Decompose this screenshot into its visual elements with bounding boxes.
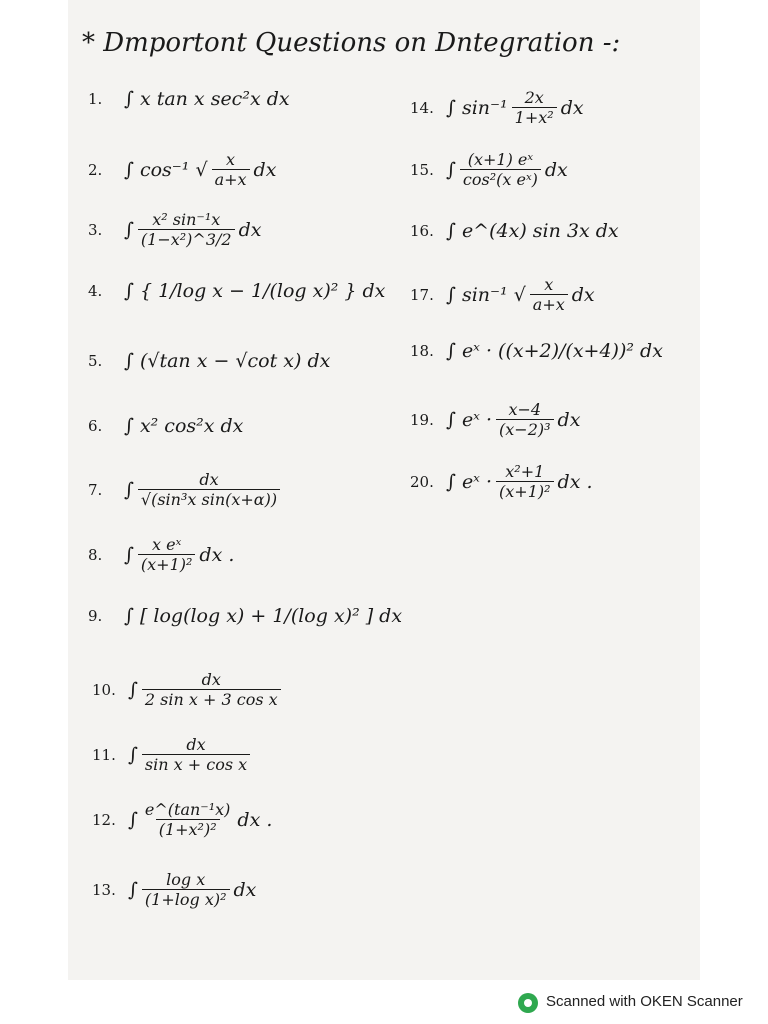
expression-prefix: ∫ cos⁻¹ √: [124, 158, 208, 181]
question-number: 6.: [88, 417, 103, 435]
integral-expression: [128, 870, 256, 909]
page-title: * Dmportont Questions on Dntegration -:: [82, 28, 621, 58]
question-item: [88, 605, 402, 627]
question-number: 20.: [410, 472, 434, 491]
expression-suffix: dx: [253, 158, 277, 181]
fraction-numerator: dx: [186, 735, 206, 754]
integral-expression: [124, 350, 330, 372]
question-number: 1.: [88, 90, 103, 108]
integral-expression: [124, 605, 402, 627]
fraction: [496, 462, 554, 501]
expression-prefix: ∫: [128, 808, 138, 831]
question-item: [88, 535, 234, 574]
fraction-numerator: x: [544, 275, 554, 294]
question-number: 19.: [410, 410, 434, 429]
question-item: [410, 275, 595, 314]
integral-expression: [446, 150, 568, 189]
fraction-numerator: dx: [201, 670, 221, 689]
expression-text: ∫ e^(4x) sin 3x dx: [446, 220, 619, 242]
fraction: [142, 800, 234, 839]
question-number: 18.: [410, 342, 434, 360]
integral-expression: [446, 220, 619, 242]
fraction-denominator: √(sin³x sin(x+α)): [138, 489, 280, 509]
expression-prefix: ∫: [124, 478, 134, 501]
question-number: 2.: [88, 160, 103, 179]
fraction-denominator: 2 sin x + 3 cos x: [142, 689, 281, 709]
question-item: [410, 462, 593, 501]
question-item: [92, 800, 272, 839]
expression-prefix: ∫ eˣ ·: [446, 470, 493, 493]
expression-prefix: ∫ sin⁻¹: [446, 96, 508, 119]
fraction: [212, 150, 250, 189]
fraction: [496, 400, 554, 439]
fraction: [512, 88, 557, 127]
question-item: [410, 150, 568, 189]
expression-suffix: dx .: [237, 808, 273, 831]
fraction-denominator: (x+1)²: [138, 554, 196, 574]
expression-text: ∫ [ log(log x) + 1/(log x)² ] dx: [124, 605, 403, 627]
fraction-denominator: (x−2)³: [496, 419, 554, 439]
fraction-denominator: sin x + cos x: [142, 754, 250, 774]
integral-expression: [128, 735, 254, 774]
question-number: 7.: [88, 480, 103, 499]
fraction: [530, 275, 568, 314]
oken-scanner-logo-icon: [518, 993, 538, 1013]
integral-expression: [128, 670, 285, 709]
integral-expression: [124, 88, 290, 110]
fraction-denominator: a+x: [212, 169, 250, 189]
expression-suffix: dx: [238, 218, 262, 241]
integral-expression: [124, 280, 385, 302]
question-number: 3.: [88, 220, 103, 239]
fraction-denominator: (1+log x)²: [142, 889, 230, 909]
question-item: [410, 88, 584, 127]
expression-suffix: dx .: [199, 543, 235, 566]
integral-expression: [446, 462, 593, 501]
integral-expression: [124, 535, 234, 574]
question-number: 13.: [92, 880, 116, 899]
question-number: 8.: [88, 545, 103, 564]
question-item: [88, 210, 261, 249]
question-item: [88, 88, 290, 110]
fraction-denominator: (1−x²)^3/2: [138, 229, 235, 249]
question-number: 4.: [88, 282, 103, 300]
expression-suffix: dx: [557, 408, 581, 431]
question-number: 15.: [410, 160, 434, 179]
integral-expression: [128, 800, 272, 839]
expression-text: ∫ x² cos²x dx: [124, 415, 244, 437]
fraction-denominator: 1+x²: [512, 107, 557, 127]
question-number: 5.: [88, 352, 103, 370]
fraction-denominator: (x+1)²: [496, 481, 554, 501]
expression-prefix: ∫ sin⁻¹ √: [446, 283, 526, 306]
question-item: [410, 400, 580, 439]
integral-expression: [124, 210, 261, 249]
expression-prefix: ∫ eˣ ·: [446, 408, 493, 431]
fraction: [142, 870, 230, 909]
question-item: [410, 340, 663, 362]
expression-suffix: dx: [544, 158, 568, 181]
fraction-denominator: (1+x²)²: [156, 819, 220, 839]
fraction-numerator: dx: [199, 470, 219, 489]
fraction-numerator: x: [226, 150, 236, 169]
scanner-watermark-text: Scanned with OKEN Scanner: [546, 993, 743, 1010]
expression-text: ∫ x tan x sec²x dx: [124, 88, 290, 110]
question-item: [88, 150, 276, 189]
fraction: [138, 210, 235, 249]
integral-expression: [446, 88, 584, 127]
expression-suffix: dx: [571, 283, 595, 306]
fraction-numerator: x eˣ: [152, 535, 182, 554]
question-number: 17.: [410, 285, 434, 304]
expression-text: ∫ { 1/log x − 1/(log x)² } dx: [124, 280, 386, 302]
fraction: [138, 470, 280, 509]
question-item: [88, 280, 385, 302]
question-number: 11.: [92, 745, 116, 764]
expression-prefix: ∫: [128, 678, 138, 701]
fraction: [460, 150, 541, 189]
expression-text: ∫ (√tan x − √cot x) dx: [124, 350, 331, 372]
fraction: [138, 535, 196, 574]
question-item: [92, 735, 254, 774]
expression-text: ∫ eˣ · ((x+2)/(x+4))² dx: [446, 340, 663, 362]
fraction-numerator: x−4: [508, 400, 542, 419]
fraction-denominator: a+x: [530, 294, 568, 314]
integral-expression: [446, 275, 595, 314]
question-item: [88, 470, 284, 509]
integral-expression: [124, 415, 243, 437]
expression-prefix: ∫: [124, 543, 134, 566]
question-item: [92, 670, 285, 709]
question-item: [92, 870, 256, 909]
expression-suffix: dx .: [557, 470, 593, 493]
fraction: [142, 735, 250, 774]
fraction-denominator: cos²(x eˣ): [460, 169, 541, 189]
fraction-numerator: x²+1: [505, 462, 545, 481]
question-number: 9.: [88, 607, 103, 625]
integral-expression: [124, 150, 276, 189]
question-item: [88, 350, 330, 372]
integral-expression: [124, 470, 284, 509]
expression-prefix: ∫: [446, 158, 456, 181]
fraction-numerator: log x: [166, 870, 206, 889]
integral-expression: [446, 400, 580, 439]
expression-prefix: ∫: [128, 878, 138, 901]
expression-prefix: ∫: [128, 743, 138, 766]
question-item: [88, 415, 243, 437]
question-number: 14.: [410, 98, 434, 117]
fraction-numerator: (x+1) eˣ: [467, 150, 534, 169]
fraction-numerator: e^(tan⁻¹x): [144, 800, 231, 819]
fraction: [142, 670, 281, 709]
question-number: 12.: [92, 810, 116, 829]
question-number: 10.: [92, 680, 116, 699]
question-number: 16.: [410, 222, 434, 240]
integral-expression: [446, 340, 663, 362]
expression-suffix: dx: [560, 96, 584, 119]
expression-suffix: dx: [233, 878, 257, 901]
expression-prefix: ∫: [124, 218, 134, 241]
question-item: [410, 220, 619, 242]
fraction-numerator: 2x: [524, 88, 544, 107]
fraction-numerator: x² sin⁻¹x: [152, 210, 221, 229]
